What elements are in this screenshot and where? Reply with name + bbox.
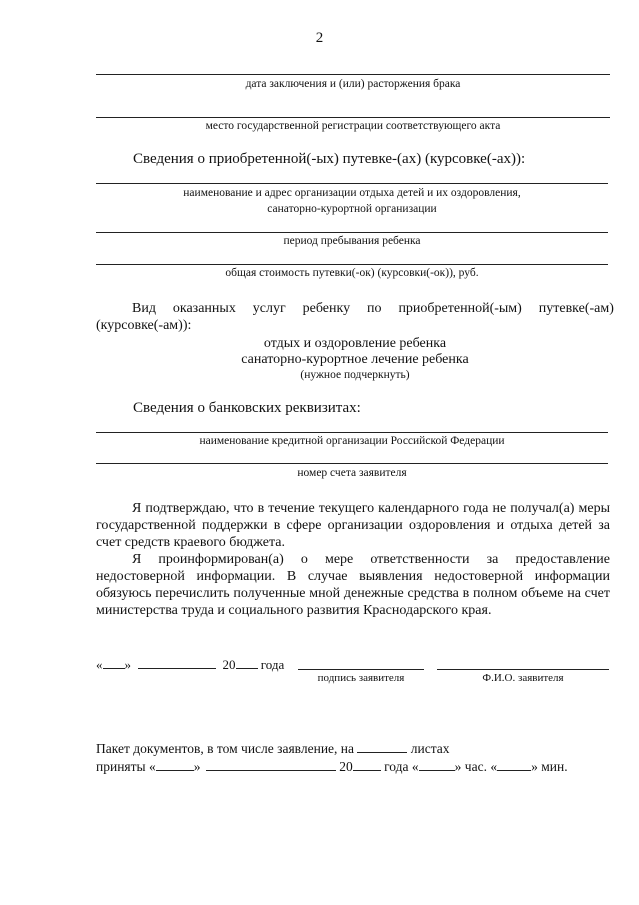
page-number: 2 (315, 30, 324, 46)
statement-block (96, 500, 610, 619)
close-quote: » (193, 759, 201, 774)
full-name-line (437, 669, 609, 670)
organization-line (96, 183, 608, 184)
year-blank (236, 656, 258, 669)
service-option-rest: отдых и оздоровление ребенка (263, 336, 447, 351)
open-quote: « (96, 657, 103, 672)
accepted-year-word: года (384, 759, 409, 774)
marriage-date-line (96, 74, 610, 75)
close-quote: » (531, 759, 538, 774)
bank-name-caption: наименование кредитной организации Российской Федерации (199, 435, 505, 447)
voucher-heading: Сведения о приобретенной(-ых) путевке-(ах) (курсовке(-ах)): (133, 151, 526, 167)
registration-place-line (96, 117, 610, 118)
open-quote: « (148, 759, 156, 774)
account-number-caption: номер счета заявителя (297, 467, 407, 479)
accepted-day-blank (156, 758, 194, 771)
minutes-blank (497, 758, 531, 771)
full-name-caption: Ф.И.О. заявителя (482, 672, 564, 684)
accepted-word: приняты (96, 759, 146, 774)
close-quote: » (124, 657, 131, 672)
total-cost-caption: общая стоимость путевки(-ок) (курсовки(-ок)), руб. (225, 267, 479, 279)
services-intro-line2: (курсовке(-ам)): (96, 318, 192, 333)
services-intro-line1 (96, 300, 614, 317)
open-quote: « (411, 759, 419, 774)
stay-period-line (96, 232, 608, 233)
marriage-date-caption: дата заключения и (или) расторжения брака (245, 78, 461, 90)
accepted-year-blank (353, 758, 381, 771)
minutes-word: мин. (541, 759, 568, 774)
services-word: путевке(-ам) (538, 301, 614, 316)
liability-paragraph: Я проинформирован(а) о мере ответственности за предоставление недостоверной информации. В случае выявления недостоверной информации обязуюсь перечислить полученные мной денежные средства в полном объеме на счет министерства труда и социального развития Краснодарского края. (96, 552, 610, 618)
organization-caption-line1: наименование и адрес организации отдыха детей и их оздоровления, (183, 187, 521, 199)
services-word: оказанных (172, 301, 236, 316)
package-suffix: листах (410, 741, 450, 756)
service-option-sanatorium: санаторно-курортное лечение ребенка (241, 352, 469, 367)
stay-period-caption: период пребывания ребенка (283, 235, 421, 247)
bank-name-line (96, 432, 608, 433)
registration-place-caption: место государственной регистрации соответствующего акта (205, 120, 501, 132)
account-number-line (96, 463, 608, 464)
services-intro (96, 300, 614, 334)
signature-line (298, 669, 424, 670)
confirm-paragraph: Я подтверждаю, что в течение текущего календарного года не получал(а) меры государственной поддержки в сфере организации оздоровления и отдыха детей за счет средств краевого бюджета. (96, 501, 610, 550)
day-blank (103, 656, 125, 669)
services-word: услуг (252, 301, 286, 316)
package-line2 (96, 758, 568, 775)
services-word: Вид (132, 301, 156, 316)
hours-blank (419, 758, 455, 771)
bank-heading: Сведения о банковских реквизитах: (133, 400, 361, 416)
total-cost-line (96, 264, 608, 265)
open-quote: « (490, 759, 498, 774)
services-word: приобретенной(-ым) (398, 301, 522, 316)
year-word: года (260, 657, 285, 672)
package-prefix: Пакет документов, в том числе заявление, на (96, 741, 355, 756)
underline-note: (нужное подчеркнуть) (300, 369, 410, 381)
signature-date-row (96, 656, 284, 673)
services-word: по (367, 301, 382, 316)
accepted-month-blank (206, 758, 336, 771)
package-line1 (96, 740, 450, 757)
pages-count-blank (357, 740, 407, 753)
accepted-year-prefix: 20 (339, 759, 353, 774)
hours-word: час. (464, 759, 487, 774)
close-quote: » (454, 759, 462, 774)
services-word: ребенку (302, 301, 351, 316)
month-blank (138, 656, 216, 669)
signature-caption: подпись заявителя (317, 672, 405, 684)
organization-caption-line2: санаторно-курортной организации (267, 203, 437, 215)
year-prefix: 20 (222, 657, 236, 672)
